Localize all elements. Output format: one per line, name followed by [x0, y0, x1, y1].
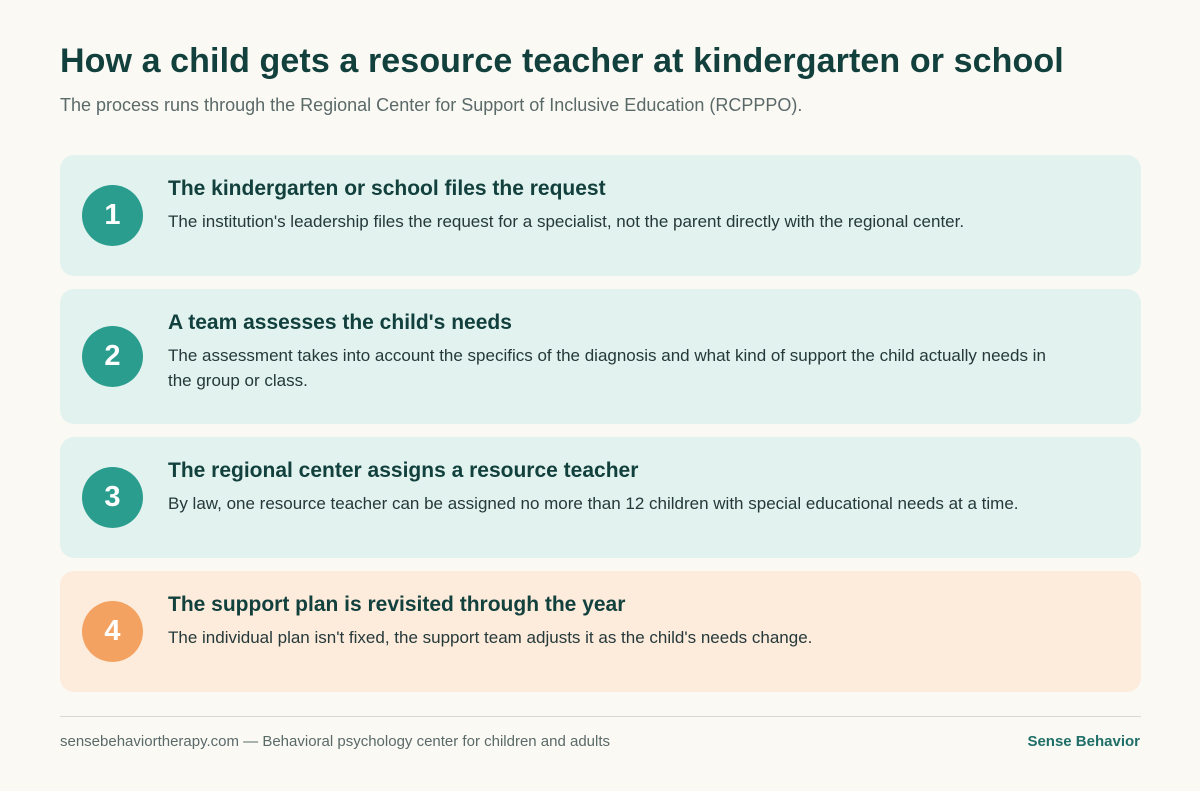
page-title: How a child gets a resource teacher at kindergarten or school — [60, 42, 1064, 80]
footer-divider — [60, 716, 1141, 717]
footer-source: sensebehaviortherapy.com — Behavioral psychology center for children and adults — [60, 733, 611, 750]
step-title: The kindergarten or school files the request — [168, 177, 606, 200]
step-description: The individual plan isn't fixed, the support team adjusts it as the child's needs change. — [168, 628, 813, 647]
step-card-1 — [60, 155, 1141, 276]
step-number-badge: 4 — [82, 601, 143, 662]
step-title: The support plan is revisited through the year — [168, 593, 626, 616]
step-description: By law, one resource teacher can be assigned no more than 12 children with special educational needs at a time. — [168, 494, 1019, 513]
footer-brand: Sense Behavior — [1027, 733, 1140, 750]
step-card-2 — [60, 289, 1141, 424]
step-number-badge: 1 — [82, 185, 143, 246]
step-title: The regional center assigns a resource teacher — [168, 459, 639, 482]
page-subtitle: The process runs through the Regional Center for Support of Inclusive Education (RCPPPO). — [60, 95, 803, 115]
step-number-badge: 3 — [82, 467, 143, 528]
step-title: A team assesses the child's needs — [168, 311, 512, 334]
step-number-badge: 2 — [82, 326, 143, 387]
step-card-3 — [60, 437, 1141, 558]
step-description: The institution's leadership files the request for a specialist, not the parent directly with the regional center. — [168, 212, 965, 231]
step-card-4 — [60, 571, 1141, 692]
step-description: The assessment takes into account the specifics of the diagnosis and what kind of support the child actually needs in the group or class. — [168, 346, 1046, 390]
